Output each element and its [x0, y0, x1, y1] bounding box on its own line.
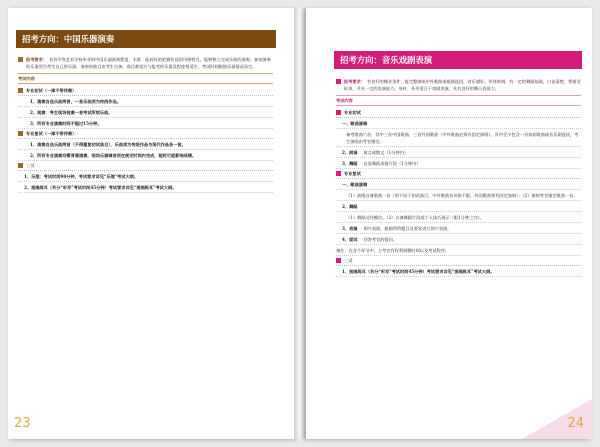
- paragraph: （1）舞蹈动作模仿；（2）自备舞蹈片段或个人技巧展示（限1分钟之内）。: [336, 212, 581, 223]
- paragraph: 备考歌曲六首，其中三首中国歌曲，三首外国歌曲（中外歌曲必须有固定演唱）。其中至少包含一首戏剧歌曲或音乐剧选段，考生演唱由考官指定。: [336, 129, 581, 147]
- book-gutter: [294, 8, 306, 439]
- list-item: 2、视唱练耳（共分“听写”考试时间45分钟）考试要求详见“视唱练耳”考试大纲。: [18, 182, 273, 193]
- right-page: [306, 8, 592, 439]
- right-exam-title: 考试内容: [336, 95, 581, 106]
- list-item: 1、视唱练耳（共分“听写”考试时间45分钟）考试要求详见“视唱练耳”考试大纲。: [336, 266, 581, 277]
- list-item: 2、朗诵 寓言或散文（1分钟内）: [336, 147, 581, 158]
- list-item: 1、演奏自选乐曲两首（不得重复初试曲目），乐曲须为传统作品与现代作品各一首。: [18, 139, 273, 150]
- page-number: 23: [14, 416, 31, 431]
- square-bullet-icon: [18, 131, 23, 136]
- square-bullet-icon: [336, 258, 341, 263]
- list-item: 3、所有专业演奏时间不超过15分钟。: [18, 118, 273, 129]
- page-number: 24: [567, 416, 584, 431]
- paragraph: （1）演唱自备歌曲一首（须不同于初试曲目，中外歌曲各风格不限，外国歌曲须有固定演唱）；（2）演唱考官指定歌曲一首。: [336, 190, 581, 201]
- list-item: 2、所有专业演奏均需背谱演奏，现场乐器调音须在规定时间内完成，超时可能影响成绩。: [18, 150, 273, 161]
- left-content: [18, 56, 273, 193]
- square-bullet-icon: [18, 88, 23, 93]
- square-bullet-icon: [336, 110, 341, 115]
- square-bullet-icon: [336, 79, 341, 84]
- square-bullet-icon: [336, 171, 341, 176]
- note: 备注：在各个环节中，主考官有权利调整时间以及考试程序。: [336, 245, 581, 256]
- right-third-round: 三试: [336, 256, 581, 266]
- right-page-title: 招考方向：音乐戏剧表演: [334, 51, 582, 69]
- left-third-round: 三试: [18, 161, 273, 171]
- list-item: 一、歌曲演唱: [336, 118, 581, 129]
- list-item: 2、视奏：考生现场视奏一首考试所给乐曲。: [18, 107, 273, 118]
- square-bullet-icon: [18, 163, 23, 168]
- left-first-round: 专业初试（一律不带伴奏）: [18, 86, 273, 96]
- right-content: [336, 78, 581, 277]
- left-page-title: 招考方向：中国乐器演奏: [16, 30, 276, 48]
- list-item: 4、面试 回答考官的提问。: [336, 234, 581, 245]
- left-page: [8, 8, 294, 439]
- list-item: 3、表演 即兴表演，根据所给题目及要求进行即兴表演。: [336, 223, 581, 234]
- left-exam-title: 考试内容: [18, 73, 273, 84]
- list-item: 2、舞蹈: [336, 201, 581, 212]
- list-item: 1、乐理：考试时间90分钟，考试要求详见“乐理”考试大纲。: [18, 171, 273, 182]
- right-first-round: 专业初试: [336, 108, 581, 118]
- right-requirement: 报考要求： 有良好的嗓音条件，能完整演唱中外歌曲或歌剧选段，音乐感好，形体协调，有一定的舞蹈基础，口齿清楚，普通话标准，并具一定的表演能力。身材、外形适合于戏剧表演，具有良好的舞台表现力。: [336, 78, 581, 92]
- left-second-round: 专业复试（一律不带伴奏）: [18, 129, 273, 139]
- list-item: 3、舞蹈 自选舞蹈表演片段（1分钟内）: [336, 158, 581, 169]
- left-requirement: 报考要求： 具有中等艺术学校毕业的中国乐器演奏程度，水准：能较好的把握作品的风格特点，能够独立完成乐曲的演奏。参加演奏的乐器须为考生自己的乐器，演奏的曲目由考生自备，曲目难度应与报考的乐器及程度相适应，考试时间根据乐器情况而定。: [18, 56, 273, 70]
- square-bullet-icon: [18, 57, 23, 62]
- right-second-round: 专业复试: [336, 169, 581, 179]
- list-item: 一、歌曲演唱: [336, 179, 581, 190]
- list-item: 1、演奏自选乐曲两首，一首乐曲须为传统作品。: [18, 96, 273, 107]
